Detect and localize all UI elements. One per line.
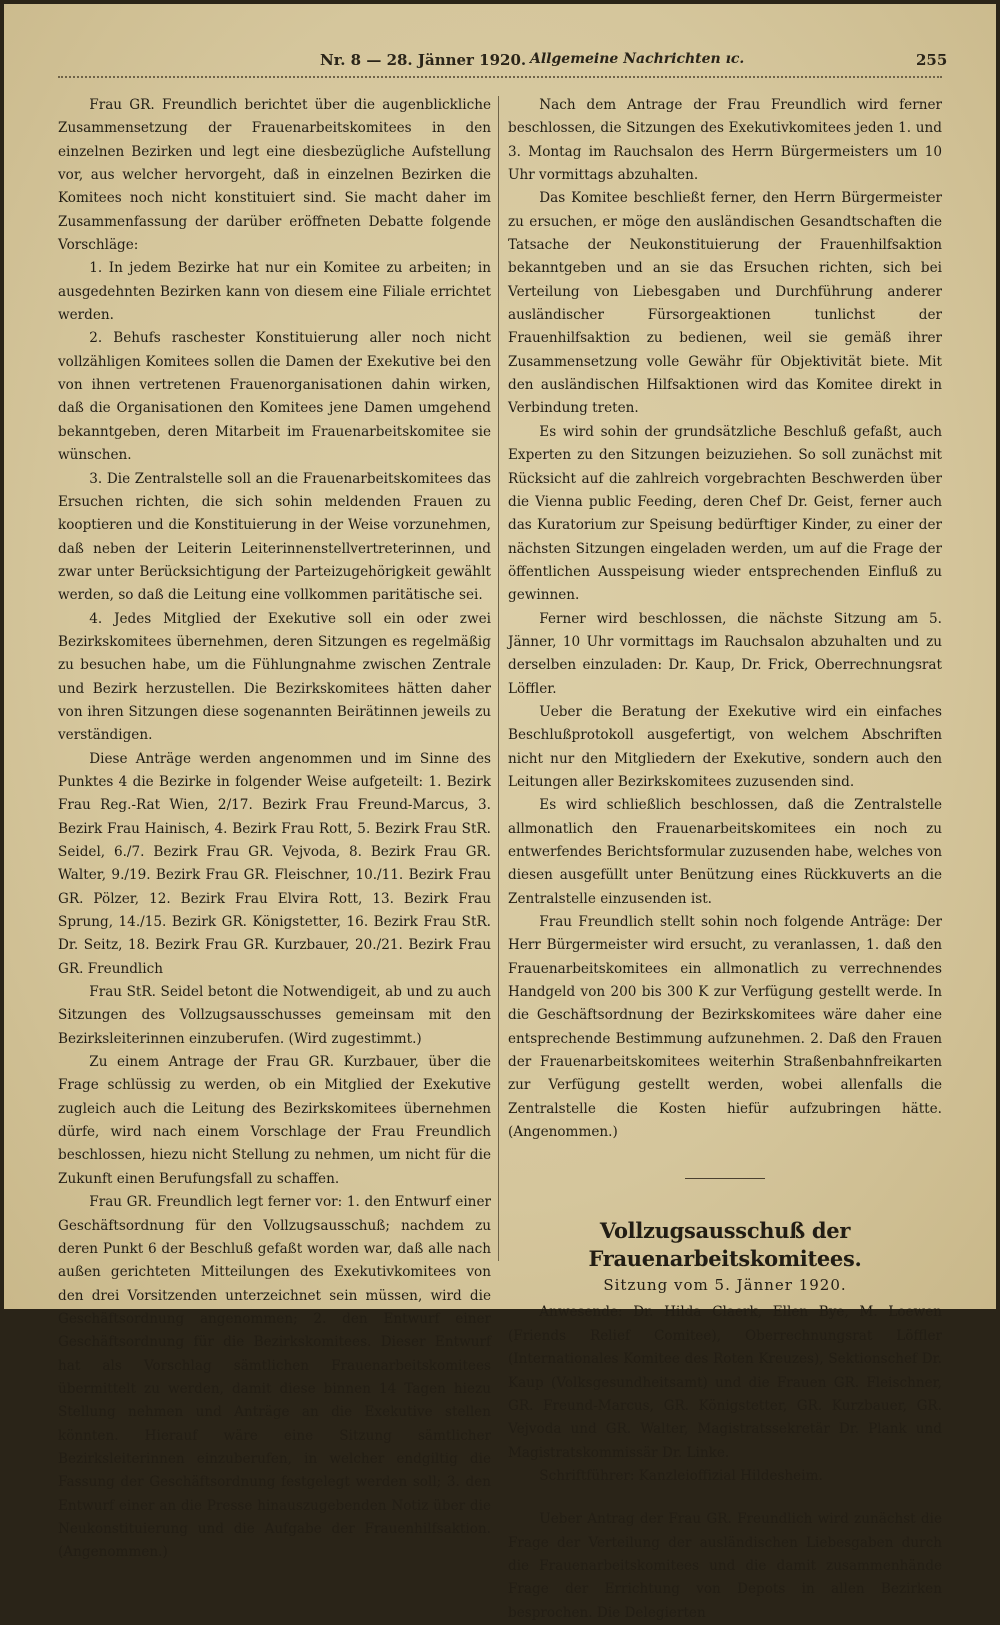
paragraph: Es wird sohin der grundsätzliche Beschluß gefaßt, auch Experten zu den Sitzungen beizuziehen. So soll zunächst mit Rücksicht auf die zahlreich vorgebrachten Beschwerden über die Vienna public Feeding, deren Chef Dr. Geist, ferner auch das Kuratorium zur Speisung bedürftiger Kinder, zu einer der nächsten Sitzungen eingeladen werden, um auf die Frage der öffentlichen Ausspeisung wieder entsprechenden Einfluß zu gewinnen. [508, 423, 942, 604]
section-running-title: Allgemeine Nachrichten ıc. [530, 51, 745, 67]
spacer [508, 1488, 942, 1508]
paragraph: Frau GR. Freundlich legt ferner vor: 1. den Entwurf einer Geschäftsordnung für den Vollzugsausschuß; nachdem zu deren Punkt 6 der Beschluß gefaßt worden war, daß alle nach außen gerichteten Mitteilungen des Exekutivkomitees von den drei Vorsitzenden unterzeichnet sein müssen, wird die Geschäftsordnung angenommen; 2. den Entwurf einer Geschäftsordnung für die Bezirkskomitees. Dieser Entwurf hat als Vorschlag sämtlichen Frauenarbeitskomitees übermittelt zu werden, damit diese binnen 14 Tagen hiezu Stellung nehmen und Anträge an die Exekutive stellen könnten. Hierauf wäre eine Sitzung sämtlicher Bezirksleiterinnen einzuberufen, in welcher endgiltig die Fassung der Geschäftsordnung festgelegt werden soll; 3. den Entwurf einer an die Presse hinauszugebenden Notiz über die Neukonstituierung und die Aufgabe der Frauenhilfsaktion. (Angenommen.) [58, 1194, 491, 1561]
paragraph: Schriftführer: Kanzleioffizial Hildesheim. [539, 1467, 823, 1484]
page-number: 255 [916, 51, 948, 69]
section-subtitle: Sitzung vom 5. Jänner 1920. [603, 1276, 847, 1295]
paragraph: Frau GR. Freundlich berichtet über die augenblickliche Zusammensetzung der Frauenarbeitskomitees in den einzelnen Bezirken und legt eine diesbezügliche Aufstellung vor, aus welcher hervorgeht, daß in einzelnen Bezirken die Komitees noch nicht konstituiert sind. Sie macht daher im Zusammenfassung der darüber eröffneten Debatte folgende Vorschläge: [58, 97, 491, 254]
paragraph: Anwesende: Dr. Hilda Claerk, Ellen Bye, M. Loewen (Friends Relief Comitee), Oberrechnungsrat Löffler (Internationales Komitee des Roten Kreuzes), Sektionschef Dr. Kaup (Volksgesundheitsamt) und die Frauen GR. Fleischner, GR. Freund-Marcus, GR. Königstetter, GR. Kurzbauer, GR. Vejvoda und GR. Walter, Magistratssekretär Dr. Plank und Magistratskommissär Dr. Linke. [508, 1304, 942, 1461]
paragraph: Es wird schließlich beschlossen, daß die Zentralstelle allmonatlich den Frauenarbeitskomitees ein noch zu entwerfendes Berichtsformular zuzusenden habe, welches von diesen ausgefüllt unter Benützung eines Rückkuverts an die Zentralstelle einzusenden ist. [508, 797, 942, 907]
section-divider [685, 1178, 765, 1179]
paragraph: Ueber die Beratung der Exekutive wird ein einfaches Beschlußprotokoll ausgefertigt, von welchem Abschriften nicht nur den Mitgliedern der Exekutive, sondern auch den Leitungen aller Bezirkskomitees zuzusenden sind. [508, 703, 942, 790]
column-divider [498, 96, 499, 1261]
page-header [4, 51, 996, 75]
left-column [58, 94, 491, 1565]
paragraph: Frau StR. Seidel betont die Notwendigeit, ab und zu auch Sitzungen des Vollzugsausschusses gemeinsam mit den Bezirksleiterinnen einzuberufen. (Wird zugestimmt.) [58, 984, 491, 1047]
header-divider [58, 76, 942, 78]
newspaper-page [4, 4, 996, 1621]
issue-info: Nr. 8 — 28. Jänner 1920. [320, 51, 527, 69]
paragraph: Nach dem Antrage der Frau Freundlich wird ferner beschlossen, die Sitzungen des Exekutivkomitees jeden 1. und 3. Montag im Rauchsalon des Herrn Bürgermeisters um 10 Uhr vormittags abzuhalten. [508, 97, 942, 184]
paragraph: 3. Die Zentralstelle soll an die Frauenarbeitskomitees das Ersuchen richten, die sich sohin meldenden Frauen zu kooptieren und die Konstituierung in der Weise vorzunehmen, daß neben der Leiterin Leiterinnenstellvertreterinnen, und zwar unter Berücksichtigung der Parteizugehörigkeit gewählt werden, so daß die Leitung eine vollkommen paritätische sei. [58, 470, 491, 604]
paragraph: Diese Anträge werden angenommen und im Sinne des Punktes 4 die Bezirke in folgender Weise aufgeteilt: 1. Bezirk Frau Reg.-Rat Wien, 2/17. Bezirk Frau Freund-Marcus, 3. Bezirk Frau Hainisch, 4. Bezirk Frau Rott, 5. Bezirk Frau StR. Seidel, 6./7. Bezirk Frau GR. Vejvoda, 8. Bezirk Frau GR. Walter, 9./19. Bezirk Frau GR. Fleischner, 10./11. Bezirk Frau GR. Pölzer, 12. Bezirk Frau Elvira Rott, 13. Bezirk Frau Sprung, 14./15. Bezirk GR. Königstetter, 16. Bezirk Frau StR. Dr. Seitz, 18. Bezirk Frau GR. Kurzbauer, 20./21. Bezirk Frau GR. Freundlich [58, 750, 491, 977]
right-column [508, 94, 942, 1625]
paragraph: Zu einem Antrage der Frau GR. Kurzbauer, über die Frage schlüssig zu werden, ob ein Mitglied der Exekutive zugleich auch die Leitung des Bezirkskomitees übernehmen dürfe, wird nach einem Vorschlage der Frau Freundlich beschlossen, hiezu nicht Stellung zu nehmen, um nicht für die Zukunft einen Berufungsfall zu schaffen. [58, 1054, 491, 1187]
section-title: Vollzugsausschuß der Frauenarbeitskomitees. [588, 1218, 862, 1272]
paragraph: Das Komitee beschließt ferner, den Herrn Bürgermeister zu ersuchen, er möge den ausländischen Gesandtschaften die Tatsache der Neukonstituierung der Frauenhilfsaktion bekanntgeben und an sie das Ersuchen richten, sich bei Verteilung von Liebesgaben und Durchführung anderer ausländischer Fürsorgeaktionen tunlichst der Frauenhilfsaktion zu bedienen, weil sie gemäß ihrer Zusammensetzung volle Gewähr für Objektivität biete. Mit den ausländischen Hilfsaktionen wird das Komitee direkt in Verbindung treten. [508, 190, 942, 417]
paragraph: 2. Behufs raschester Konstituierung aller noch nicht vollzähligen Komitees sollen die Damen der Exekutive bei den von ihnen vertretenen Frauenorganisationen dahin wirken, daß die Organisationen den Komitees jene Damen umgehend bekanntgeben, deren Mitarbeit im Frauenarbeitskomitee sie wünschen. [58, 330, 491, 464]
paragraph: Ueber Antrag der Frau GR. Freundlich wird zunächst die Frage der Verteilung der ausländischen Liebesgaben durch die Frauenarbeitskomitees und die damit zusammenhände Frage der Errichtung von Depots in allen Bezirken besprochen. Die Delegierten [508, 1511, 942, 1621]
paragraph: 1. In jedem Bezirke hat nur ein Komitee zu arbeiten; in ausgedehnten Bezirken kann von diesem eine Filiale errichtet werden. [58, 260, 491, 324]
paragraph: Frau Freundlich stellt sohin noch folgende Anträge: Der Herr Bürgermeister wird ersucht, zu veranlassen, 1. daß den Frauenarbeitskomitees ein allmonatlich zu verrechnendes Handgeld von 200 bis 300 K zur Verfügung gestellt werde. In die Geschäftsordnung der Bezirkskomitees wäre daher eine entsprechende Bestimmung aufzunehmen. 2. Daß den Frauen der Frauenarbeitskomitees weiterhin Straßenbahnfreikarten zur Verfügung gestellt werden, wobei allenfalls die Zentralstelle die Kosten hiefür aufzubringen hätte. (Angenommen.) [508, 914, 942, 1141]
paragraph: Ferner wird beschlossen, die nächste Sitzung am 5. Jänner, 10 Uhr vormittags im Rauchsalon abzuhalten und zu derselben einzuladen: Dr. Kaup, Dr. Frick, Oberrechnungsrat Löffler. [508, 610, 942, 697]
paragraph: 4. Jedes Mitglied der Exekutive soll ein oder zwei Bezirkskomitees übernehmen, deren Sitzungen es regelmäßig zu besuchen habe, um die Fühlungnahme zwischen Zentrale und Bezirk herzustellen. Die Bezirkskomitees hätten daher von ihren Sitzungen diese sogenannten Beirätinnen jeweils zu verständigen. [58, 610, 491, 744]
